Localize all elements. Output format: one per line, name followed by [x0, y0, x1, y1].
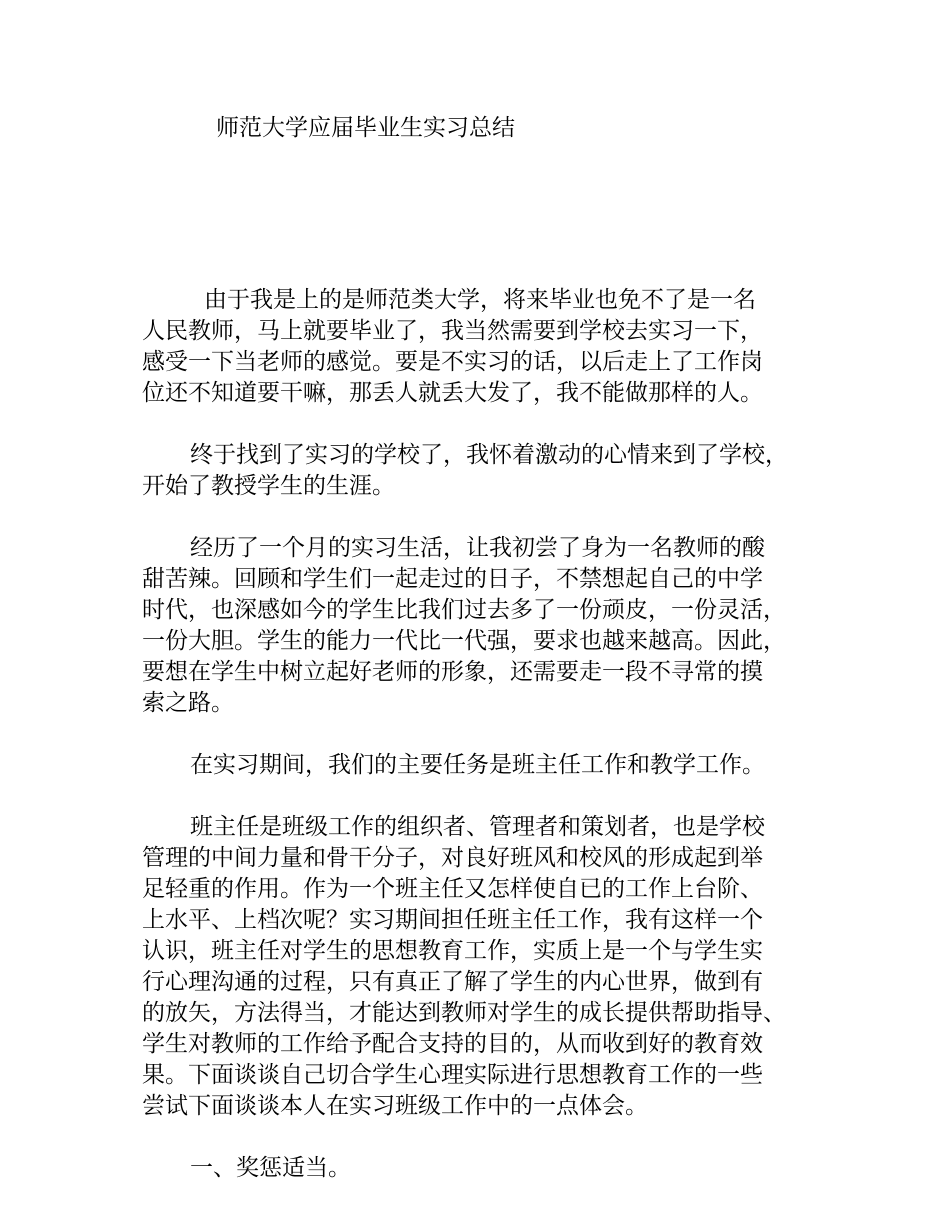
- paragraph-line: 管理的中间力量和骨干分子，对良好班风和校风的形成起到举: [142, 845, 763, 871]
- paragraph-line: 行心理沟通的过程，只有真正了解了学生的内心世界，做到有: [142, 969, 763, 995]
- paragraph-line: 学生对教师的工作给予配合支持的目的，从而收到好的教育效: [142, 1031, 763, 1057]
- paragraph-line: 一份大胆。学生的能力一代比一代强，要求也越来越高。因此，: [142, 628, 786, 654]
- paragraph-line: 终于找到了实习的学校了，我怀着激动的心情来到了学校，: [190, 442, 788, 468]
- section-heading: 一、奖惩适当。: [190, 1155, 351, 1181]
- paragraph-6: [142, 1153, 832, 1184]
- paragraph-5: [142, 812, 832, 1122]
- paragraph-line: 感受一下当老师的感觉。要是不实习的话，以后走上了工作岗: [142, 349, 763, 375]
- paragraph-line: 在实习期间，我们的主要任务是班主任工作和教学工作。: [190, 752, 765, 778]
- paragraph-line: 的放矢，方法得当，才能达到教师对学生的成长提供帮助指导、: [142, 1000, 786, 1026]
- paragraph-line: 甜苦辣。回顾和学生们一起走过的日子，不禁想起自己的中学: [142, 566, 763, 592]
- paragraph-line: 足轻重的作用。作为一个班主任又怎样使自已的工作上台阶、: [142, 876, 763, 902]
- paragraph-line: 人民教师，马上就要毕业了，我当然需要到学校去实习一下，: [142, 318, 763, 344]
- paragraph-4: [142, 750, 832, 781]
- document-body: [142, 285, 832, 1215]
- paragraph-3: [142, 533, 832, 719]
- paragraph-line: 班主任是班级工作的组织者、管理者和策划者，也是学校: [190, 814, 765, 840]
- paragraph-line: 果。下面谈谈自己切合学生心理实际进行思想教育工作的一些: [142, 1062, 763, 1088]
- paragraph-line: 认识，班主任对学生的思想教育工作，实质上是一个与学生实: [142, 938, 763, 964]
- paragraph-line: 经历了一个月的实习生活，让我初尝了身为一名教师的酸: [190, 535, 765, 561]
- paragraph-line: 上水平、上档次呢？实习期间担任班主任工作，我有这样一个: [142, 907, 763, 933]
- paragraph-line: 要想在学生中树立起好老师的形象，还需要走一段不寻常的摸: [142, 659, 763, 685]
- paragraph-line: 索之路。: [142, 690, 234, 716]
- paragraph-line: 位还不知道要干嘛，那丢人就丢大发了，我不能做那样的人。: [142, 380, 763, 406]
- paragraph-1: [142, 285, 832, 409]
- paragraph-line: 时代，也深感如今的学生比我们过去多了一份顽皮，一份灵活，: [142, 597, 786, 623]
- document-title: 师范大学应届毕业生实习总结: [216, 115, 515, 141]
- paragraph-line: 开始了教授学生的生涯。: [142, 473, 395, 499]
- paragraph-2: [142, 440, 832, 502]
- paragraph-line: 由于我是上的是师范类大学，将来毕业也免不了是一名: [204, 287, 756, 313]
- paragraph-line: 尝试下面谈谈本人在实习班级工作中的一点体会。: [142, 1093, 648, 1119]
